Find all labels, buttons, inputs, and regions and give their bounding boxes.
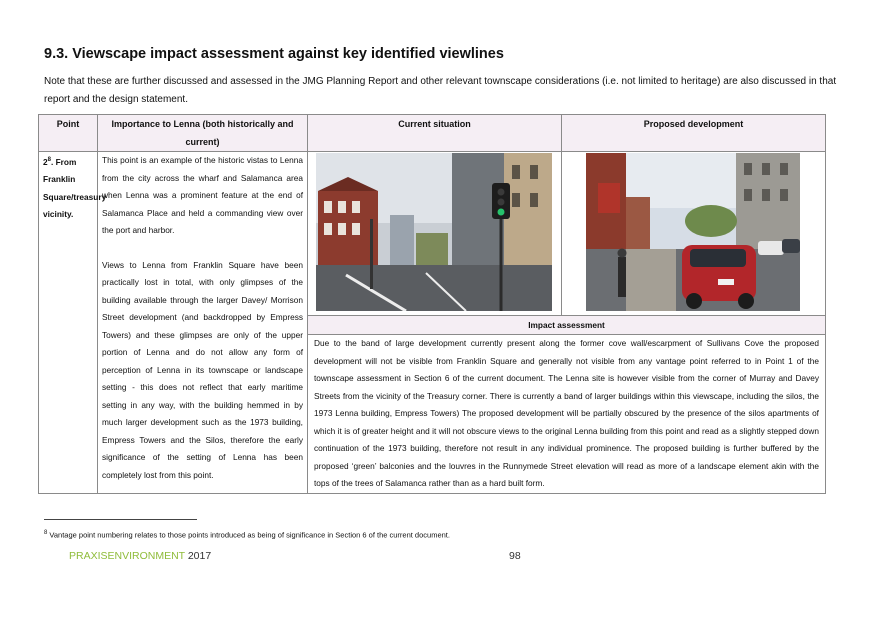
- point-cell: [39, 152, 107, 494]
- header-proposed-development: Proposed development: [562, 115, 826, 152]
- point-footnote-ref: 8: [47, 157, 51, 163]
- page-number: 98: [509, 550, 521, 562]
- footer-year: 2017: [184, 550, 212, 562]
- point-number: 2: [43, 156, 48, 167]
- header-current-situation: Current situation: [308, 115, 562, 152]
- importance-paragraph-1: This point is an example of the historic vistas to Lenna from the city across the wharf and Salamanca area when Lenna was a prominent feature at the end of Salamanca Place and held a commanding view over the port and harbor.: [102, 155, 303, 235]
- footnote: [44, 530, 450, 540]
- header-point: Point: [39, 115, 98, 152]
- section-heading: 9.3. Viewscape impact assessment against key identified viewlines: [44, 46, 504, 62]
- importance-paragraph-2: Views to Lenna from Franklin Square have been practically lost in total, with only glimpses of the building available through the larger Davey/ Morrison Street development (and backdropped by Empress Towers) and these glimpses are only of the upper portion of Lenna and do not allow any form of perception of Lenna in its townscape or landscape setting - this does not reflect that early maritime setting in any way, with the building hemmed in by much larger development such as the 1973 building, Empress Towers and the Silos, therefore the early significance of the setting of Lenna has been completely lost from this point.: [102, 259, 303, 480]
- point-label: . From Franklin Square/treasury vicinity.: [43, 156, 107, 220]
- table-row: [39, 152, 826, 316]
- proposed-development-photo: [586, 153, 800, 311]
- current-situation-cell: [308, 152, 562, 316]
- intro-paragraph: Note that these are further discussed and assessed in the JMG Planning Report and other relevant townscape considerations (i.e. not limited to heritage) are also discussed in that report and the design statement.: [44, 76, 837, 105]
- impact-assessment-heading: Impact assessment: [308, 316, 826, 335]
- footnote-number: 8: [44, 530, 48, 536]
- current-situation-photo: [316, 153, 552, 311]
- header-importance: Importance to Lenna (both historically and current): [98, 115, 308, 152]
- importance-cell: [98, 152, 308, 494]
- table-header-row: [39, 115, 826, 152]
- footnote-text: Vantage point numbering relates to those points introduced as being of significance in Section 6 of the current document.: [47, 530, 450, 540]
- impact-assessment-text: Due to the band of large development currently present along the former cove wall/escarpment of Sullivans Cove the proposed development will not be visible from Franklin Square and generally not visible from any vantage point referred to in Point 1 of the townscape assessment in Section 6 of the current document. The Lenna site is however visible from the corner of Murray and Davey Streets from the vicinity of the Treasury corner. There is currently a band of larger buildings within this viewscape, including the silos, the 1973 Lenna building, Empress Towers) The proposed development will be partially obscured by the presence of the silos apartments of which it is of greater height and it will not obscure views to the original Lenna building from this point and read as a slightly stepped down continuation of the 1973 building, therefore not result in any individual prominence. The proposed building is further buffered by the proposed ‘green’ balconies and the louvres in the Runnymede Street elevation will read as more of a landscape element akin with the tops of the trees of Salamanca rather than as a hard built form.: [308, 335, 826, 494]
- proposed-development-cell: [562, 152, 826, 316]
- footer-brand-name: PRAXISENVIRONMENT: [69, 550, 185, 562]
- footnote-divider: [44, 519, 197, 520]
- footer-brand: [69, 550, 211, 562]
- viewscape-table: [38, 114, 826, 494]
